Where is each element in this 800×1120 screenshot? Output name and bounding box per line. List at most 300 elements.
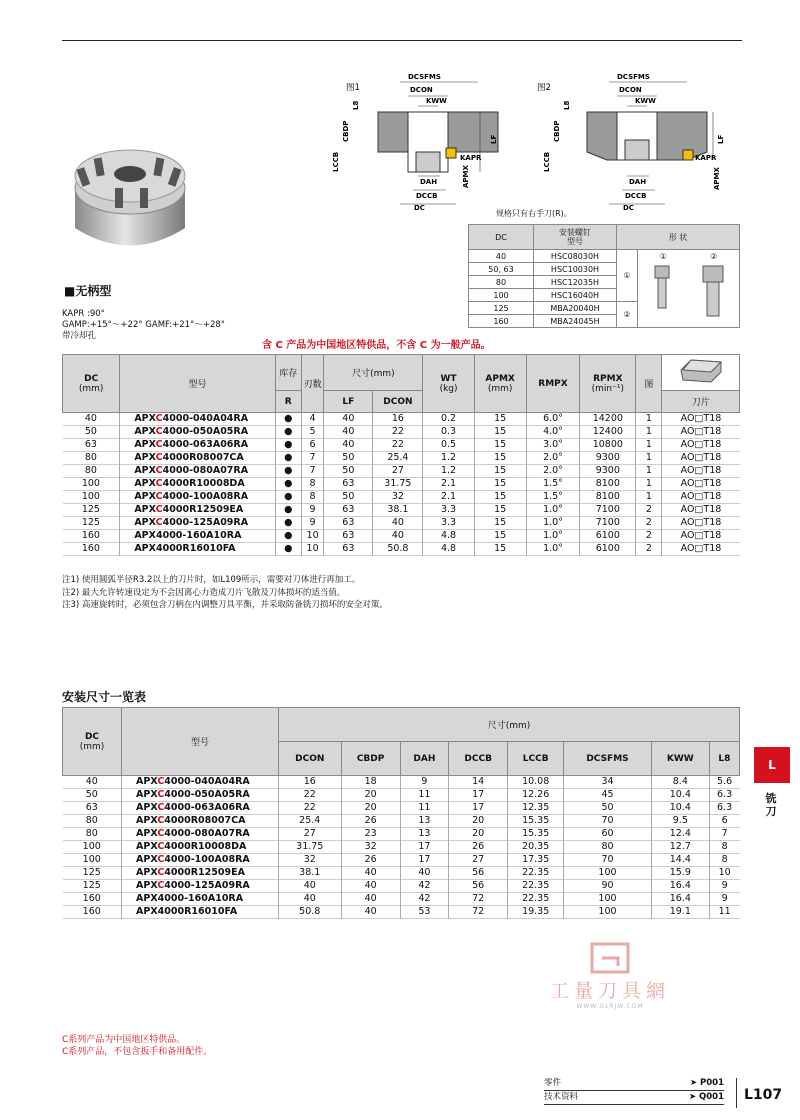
mount-cell-model <box>122 828 279 841</box>
mount-cell-dah: 11 <box>400 789 448 802</box>
cell-teeth: 9 <box>301 517 323 530</box>
mount-cell-dccb: 17 <box>449 789 508 802</box>
mount-cell-dcon: 22 <box>279 802 342 815</box>
model-prefix: APX <box>134 504 156 515</box>
mount-row <box>63 789 740 802</box>
top-rule <box>62 40 742 41</box>
model-prefix: APX <box>134 439 156 450</box>
model-c-marker: C <box>155 439 163 450</box>
cell-insert: AO□T18 <box>662 426 740 439</box>
note-3: 注3) 高速旋转时，必须包含刀柄在内调整刀具平衡，并采取防备铣刀损坏的安全对策。 <box>62 600 388 610</box>
page-number: L107 <box>744 1087 783 1103</box>
model-prefix: APX4000R16010FA <box>134 543 236 554</box>
cell-model <box>120 426 275 439</box>
dim-kww-1: KWW <box>426 97 447 105</box>
cell-stock: ● <box>275 504 301 517</box>
model-prefix: APX <box>134 491 156 502</box>
header-stock-r: R <box>275 391 301 413</box>
watermark-url: WWW.GLRJW.COM <box>576 1003 644 1010</box>
mount-cell-dcon: 32 <box>279 854 342 867</box>
figure-2-diagram <box>537 73 727 212</box>
header-wt: WT (kg) <box>423 355 474 413</box>
figure-1-diagram <box>328 73 518 212</box>
mount-cell-model <box>122 841 279 854</box>
note-1: 注1) 使用圆弧半径R3.2以上的刀片时，如L109所示，需要对刀体进行再加工。 <box>62 575 361 585</box>
cell-apmx: 15 <box>474 452 526 465</box>
section-tab-label: 铣刀 <box>765 792 777 818</box>
shape-1-label: ① <box>659 252 667 261</box>
mount-cell-l8: 5.6 <box>709 776 739 789</box>
product-row <box>63 452 740 465</box>
mount-cell-lccb: 22.35 <box>508 867 564 880</box>
mount-cell-l8: 9 <box>709 893 739 906</box>
mount-cell-dc: 160 <box>82 893 101 904</box>
figure-1-label: 图1 <box>346 83 360 93</box>
mount-cell-dc: 125 <box>82 867 101 878</box>
cell-dc: 80 <box>84 465 97 476</box>
cell-apmx: 15 <box>474 465 526 478</box>
model-c-marker: C <box>157 828 165 839</box>
header-apmx: APMX (mm) <box>474 355 526 413</box>
cell-stock: ● <box>275 491 301 504</box>
dim-lccb-2: LCCB <box>543 151 551 172</box>
header-model: 型号 <box>120 355 275 413</box>
model-c-marker: C <box>155 452 163 463</box>
mount-cell-cbdp: 26 <box>341 854 400 867</box>
header-teeth: 刃数 <box>301 355 323 413</box>
model-suffix: 4000-040A04RA <box>164 776 250 787</box>
model-prefix: APX <box>136 880 158 891</box>
mount-cell-l8: 6 <box>709 815 739 828</box>
mount-cell-l8: 9 <box>709 880 739 893</box>
page-number-divider <box>736 1078 737 1108</box>
mount-cell-dccb: 26 <box>449 841 508 854</box>
section-tab-l[interactable]: L <box>754 747 790 783</box>
cell-fig: 2 <box>636 543 662 556</box>
mount-row <box>63 867 740 880</box>
cell-model <box>120 439 275 452</box>
cell-fig: 1 <box>636 426 662 439</box>
mount-cell-kww: 19.1 <box>651 906 709 919</box>
mount-cell-model <box>122 867 279 880</box>
mount-cell-dah: 17 <box>400 841 448 854</box>
dim-dah-1: DAH <box>420 178 438 186</box>
cell-insert: AO□T18 <box>662 478 740 491</box>
mount-header-dcon: DCON <box>279 742 342 776</box>
mount-cell-kww: 10.4 <box>651 802 709 815</box>
mount-header-dc: DC (mm) <box>63 708 122 776</box>
mounting-screw-table <box>468 224 740 328</box>
model-prefix: APX4000-160A10RA <box>134 530 242 541</box>
mount-cell-kww: 12.7 <box>651 841 709 854</box>
cell-lf: 63 <box>324 543 373 556</box>
cell-apmx: 15 <box>474 426 526 439</box>
cell-lf: 40 <box>324 439 373 452</box>
screw-shape-cell <box>638 250 740 328</box>
dim-apmx-2: APMX <box>713 167 721 190</box>
screw-group-1: ① <box>617 250 638 302</box>
product-row <box>63 517 740 530</box>
mount-cell-dccb: 20 <box>449 828 508 841</box>
cell-rmpx: 1.5° <box>526 478 580 491</box>
cell-fig: 1 <box>636 439 662 452</box>
mount-cell-cbdp: 26 <box>341 815 400 828</box>
cell-dcon: 16 <box>373 413 423 426</box>
dim-kww-2: KWW <box>635 97 656 105</box>
cell-wt: 3.3 <box>423 517 474 530</box>
cell-wt: 2.1 <box>423 478 474 491</box>
cell-rpmx: 14200 <box>580 413 636 426</box>
mount-cell-dc: 80 <box>85 828 98 839</box>
mount-cell-kww: 8.4 <box>651 776 709 789</box>
mount-row <box>63 815 740 828</box>
mount-cell-dccb: 14 <box>449 776 508 789</box>
model-prefix: APX <box>136 841 158 852</box>
mount-cell-lccb: 22.35 <box>508 880 564 893</box>
mount-cell-lccb: 19.35 <box>508 906 564 919</box>
screw-1-icon <box>652 264 672 312</box>
mount-cell-cbdp: 32 <box>341 841 400 854</box>
cell-dcon: 27 <box>373 465 423 478</box>
cell-lf: 40 <box>324 426 373 439</box>
watermark-mark-icon <box>590 942 630 974</box>
cell-dc: 100 <box>81 478 100 489</box>
product-row <box>63 504 740 517</box>
cell-teeth: 9 <box>301 504 323 517</box>
cell-dc: 40 <box>84 413 97 424</box>
mount-cell-dah: 13 <box>400 815 448 828</box>
cell-dcon: 38.1 <box>373 504 423 517</box>
cell-teeth: 10 <box>301 530 323 543</box>
mount-cell-lccb: 12.26 <box>508 789 564 802</box>
cell-teeth: 10 <box>301 543 323 556</box>
header-rmpx: RMPX <box>526 355 580 413</box>
mount-header-l8: L8 <box>709 742 739 776</box>
cell-wt: 0.5 <box>423 439 474 452</box>
cell-dc: 160 <box>81 543 100 554</box>
model-suffix: 4000R08007CA <box>164 815 246 826</box>
header-dcon: DCON <box>373 391 423 413</box>
screw-model: HSC12035H <box>534 276 617 289</box>
model-prefix: APX <box>136 802 158 813</box>
screw-model: MBA24045H <box>534 315 617 328</box>
mount-cell-dcsfms: 90 <box>564 880 652 893</box>
product-table <box>62 354 740 556</box>
cell-rmpx: 2.0° <box>526 452 580 465</box>
mount-cell-dcsfms: 100 <box>564 893 652 906</box>
product-row <box>63 439 740 452</box>
mount-cell-dc: 100 <box>82 841 101 852</box>
mount-cell-l8: 11 <box>709 906 739 919</box>
cell-rmpx: 1.0° <box>526 543 580 556</box>
dim-l8-2: L8 <box>563 100 571 110</box>
mount-row <box>63 776 740 789</box>
mount-cell-l8: 8 <box>709 841 739 854</box>
dim-dccb-2: DCCB <box>625 192 647 200</box>
header-rpmx: RPMX (min⁻¹) <box>580 355 636 413</box>
cell-rmpx: 1.0° <box>526 504 580 517</box>
section-title-mounting: 安装尺寸一览表 <box>62 690 147 704</box>
cell-rpmx: 12400 <box>580 426 636 439</box>
cell-fig: 2 <box>636 517 662 530</box>
dim-dcsfms-1: DCSFMS <box>408 73 441 81</box>
model-suffix: 4000-080A07RA <box>164 828 250 839</box>
mount-cell-model <box>122 815 279 828</box>
header-stock: 库存 <box>275 355 301 391</box>
ref-tech-page[interactable]: ➤ Q001 <box>688 1092 724 1102</box>
bottom-note-1: C系列产品为中国地区特供品。 <box>62 1035 186 1045</box>
cell-lf: 50 <box>324 491 373 504</box>
cell-dc: 63 <box>84 439 97 450</box>
cell-fig: 1 <box>636 452 662 465</box>
mount-cell-dcon: 27 <box>279 828 342 841</box>
cell-teeth: 4 <box>301 413 323 426</box>
model-suffix: 4000R12509EA <box>164 867 245 878</box>
mount-cell-dccb: 27 <box>449 854 508 867</box>
dim-dc-2: DC <box>623 204 634 212</box>
mount-cell-dcon: 16 <box>279 776 342 789</box>
mount-cell-model <box>122 802 279 815</box>
dim-lccb-1: LCCB <box>332 151 340 172</box>
china-special-note: 含 C 产品为中国地区特供品，不含 C 为一般产品。 <box>262 340 491 351</box>
cell-model <box>120 543 275 556</box>
mount-cell-dah: 40 <box>400 867 448 880</box>
ref-parts[interactable] <box>544 1077 724 1091</box>
mount-cell-dah: 9 <box>400 776 448 789</box>
cell-wt: 2.1 <box>423 491 474 504</box>
mount-header-cbdp: CBDP <box>341 742 400 776</box>
cell-rmpx: 1.5° <box>526 491 580 504</box>
model-suffix: 4000R12509EA <box>162 504 244 515</box>
mount-cell-cbdp: 40 <box>341 893 400 906</box>
mount-cell-model <box>122 789 279 802</box>
cell-lf: 50 <box>324 452 373 465</box>
cell-rpmx: 8100 <box>580 491 636 504</box>
cell-wt: 4.8 <box>423 543 474 556</box>
cell-dcon: 31.75 <box>373 478 423 491</box>
cell-rmpx: 3.0° <box>526 439 580 452</box>
cell-stock: ● <box>275 530 301 543</box>
watermark-text: 工量刀具網 <box>549 980 670 1002</box>
cell-wt: 1.2 <box>423 465 474 478</box>
cell-wt: 0.3 <box>423 426 474 439</box>
model-suffix: 4000R10008DA <box>162 478 245 489</box>
cell-dc: 80 <box>84 452 97 463</box>
cell-fig: 2 <box>636 530 662 543</box>
cell-stock: ● <box>275 452 301 465</box>
model-c-marker: C <box>157 867 165 878</box>
mount-cell-dah: 17 <box>400 854 448 867</box>
header-insert: 刀片 <box>662 391 740 413</box>
mount-cell-l8: 10 <box>709 867 739 880</box>
product-row <box>63 491 740 504</box>
dim-dcon-1: DCON <box>410 86 433 94</box>
dim-dah-2: DAH <box>629 178 647 186</box>
cell-stock: ● <box>275 543 301 556</box>
dim-kapr-1: KAPR <box>460 154 482 162</box>
mount-header-kww: KWW <box>651 742 709 776</box>
model-prefix: APX <box>136 828 158 839</box>
cell-rmpx: 2.0° <box>526 465 580 478</box>
cell-dc: 125 <box>81 504 100 515</box>
cell-model <box>120 504 275 517</box>
dim-dccb-1: DCCB <box>416 192 438 200</box>
model-prefix: APX <box>134 517 156 528</box>
model-prefix: APX <box>136 867 158 878</box>
mount-header-dcsfms: DCSFMS <box>564 742 652 776</box>
cell-fig: 1 <box>636 478 662 491</box>
model-c-marker: C <box>155 491 163 502</box>
mount-cell-dc: 50 <box>85 789 98 800</box>
mount-cell-dcon: 31.75 <box>279 841 342 854</box>
model-c-marker: C <box>157 802 165 813</box>
cell-insert: AO□T18 <box>662 517 740 530</box>
mount-cell-dah: 42 <box>400 893 448 906</box>
cell-lf: 50 <box>324 465 373 478</box>
mount-cell-kww: 14.4 <box>651 854 709 867</box>
mount-cell-l8: 6.3 <box>709 802 739 815</box>
dim-lf-1: LF <box>490 134 498 144</box>
mount-cell-kww: 12.4 <box>651 828 709 841</box>
model-c-marker: C <box>155 413 163 424</box>
cell-rpmx: 9300 <box>580 452 636 465</box>
spec-cooling: 带冷却孔 <box>62 331 97 341</box>
screw-model: MBA20040H <box>534 302 617 315</box>
cell-stock: ● <box>275 413 301 426</box>
cell-rpmx: 7100 <box>580 504 636 517</box>
model-prefix: APX4000R16010FA <box>136 906 238 917</box>
mount-row <box>63 828 740 841</box>
cell-apmx: 15 <box>474 413 526 426</box>
cell-dcon: 25.4 <box>373 452 423 465</box>
mount-cell-model <box>122 880 279 893</box>
model-suffix: 4000-080A07RA <box>162 465 249 476</box>
mount-cell-kww: 16.4 <box>651 893 709 906</box>
product-row <box>63 478 740 491</box>
header-insert-image <box>662 355 740 391</box>
cell-wt: 0.2 <box>423 413 474 426</box>
mount-cell-cbdp: 20 <box>341 802 400 815</box>
cell-apmx: 15 <box>474 530 526 543</box>
cell-dcon: 50.8 <box>373 543 423 556</box>
mount-header-dccb: DCCB <box>449 742 508 776</box>
mount-cell-dcsfms: 50 <box>564 802 652 815</box>
cell-apmx: 15 <box>474 543 526 556</box>
screw-dc: 100 <box>469 289 534 302</box>
mount-cell-dah: 11 <box>400 802 448 815</box>
cell-insert: AO□T18 <box>662 491 740 504</box>
mount-cell-dcsfms: 45 <box>564 789 652 802</box>
mount-cell-cbdp: 20 <box>341 789 400 802</box>
mount-cell-kww: 16.4 <box>651 880 709 893</box>
mount-row <box>63 880 740 893</box>
cell-dc: 160 <box>81 530 100 541</box>
cell-insert: AO□T18 <box>662 413 740 426</box>
dim-dc-1: DC <box>414 204 425 212</box>
dim-l8-1: L8 <box>352 100 360 110</box>
cell-wt: 4.8 <box>423 530 474 543</box>
mount-cell-dc: 40 <box>85 776 98 787</box>
mount-cell-lccb: 22.35 <box>508 893 564 906</box>
cell-dc: 50 <box>84 426 97 437</box>
cell-teeth: 6 <box>301 439 323 452</box>
mount-cell-dcon: 25.4 <box>279 815 342 828</box>
model-suffix: 4000-100A08RA <box>162 491 249 502</box>
dim-dcon-2: DCON <box>619 86 642 94</box>
product-row <box>63 530 740 543</box>
model-prefix: APX <box>134 413 156 424</box>
mount-cell-dccb: 56 <box>449 880 508 893</box>
mount-cell-cbdp: 23 <box>341 828 400 841</box>
cell-model <box>120 517 275 530</box>
model-prefix: APX <box>134 452 156 463</box>
ref-tech-label: 技术资料 <box>544 1092 579 1102</box>
header-fig: 图 <box>636 355 662 413</box>
model-prefix: APX <box>134 465 156 476</box>
model-c-marker: C <box>157 815 165 826</box>
mount-cell-cbdp: 18 <box>341 776 400 789</box>
mount-cell-dcsfms: 34 <box>564 776 652 789</box>
cell-model <box>120 491 275 504</box>
dim-dcsfms-2: DCSFMS <box>617 73 650 81</box>
cell-rpmx: 10800 <box>580 439 636 452</box>
header-lf: LF <box>324 391 373 413</box>
dim-lf-2: LF <box>717 134 725 144</box>
mounting-dimension-table <box>62 707 740 919</box>
cell-lf: 63 <box>324 478 373 491</box>
mount-row <box>63 893 740 906</box>
cell-model <box>120 413 275 426</box>
screw-header-model: 安装螺钉 型号 <box>534 225 617 250</box>
mount-cell-dcon: 40 <box>279 893 342 906</box>
product-row <box>63 426 740 439</box>
mount-cell-lccb: 20.35 <box>508 841 564 854</box>
model-suffix: 4000R10008DA <box>164 841 247 852</box>
mount-cell-kww: 10.4 <box>651 789 709 802</box>
insert-icon <box>677 356 725 386</box>
mount-cell-dah: 13 <box>400 828 448 841</box>
screw-dc: 40 <box>469 250 534 263</box>
mount-header-dah: DAH <box>400 742 448 776</box>
mount-cell-lccb: 15.35 <box>508 815 564 828</box>
note-2: 注2) 最大允许转速设定为不会因离心力造成刀片飞散及刀体损坏的适当值。 <box>62 587 346 598</box>
screw-model: HSC08030H <box>534 250 617 263</box>
model-c-marker: C <box>157 880 165 891</box>
cell-insert: AO□T18 <box>662 465 740 478</box>
model-c-marker: C <box>157 789 165 800</box>
cell-model <box>120 465 275 478</box>
model-suffix: 4000-050A05RA <box>162 426 249 437</box>
mount-cell-dccb: 72 <box>449 893 508 906</box>
product-row <box>63 413 740 426</box>
header-dc: DC (mm) <box>63 355 120 413</box>
product-row <box>63 465 740 478</box>
cell-teeth: 7 <box>301 465 323 478</box>
mount-cell-dcsfms: 60 <box>564 828 652 841</box>
model-suffix: 4000-125A09RA <box>164 880 250 891</box>
cell-fig: 1 <box>636 413 662 426</box>
screw-dc: 160 <box>469 315 534 328</box>
cell-dcon: 22 <box>373 439 423 452</box>
mount-cell-lccb: 12.35 <box>508 802 564 815</box>
ref-parts-page[interactable]: ➤ P001 <box>689 1078 724 1088</box>
dim-cbdp-1: CBDP <box>342 120 350 142</box>
cell-dcon: 40 <box>373 517 423 530</box>
ref-tech[interactable] <box>544 1091 724 1105</box>
cell-stock: ● <box>275 439 301 452</box>
model-prefix: APX <box>136 776 158 787</box>
mount-cell-l8: 7 <box>709 828 739 841</box>
